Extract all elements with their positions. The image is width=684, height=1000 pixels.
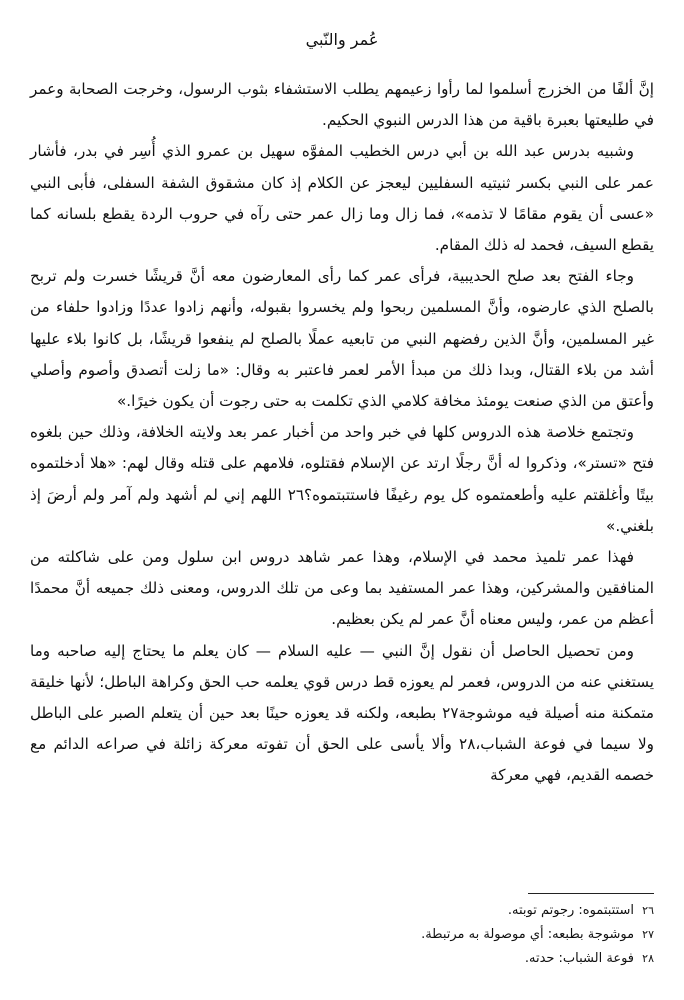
running-header: عُمر والنّبي [305,30,379,49]
footnote-number: ٢٦ [642,904,654,917]
footnote-text: استتبتموه: رجوتم توبته. [507,903,635,918]
paragraph-3: وجاء الفتح بعد صلح الحديبية، فرأى عمر كما رأى المعارضون معه أنَّ قريشًا خسرت ولم تربح بالصلح الذي عارضوه، وأنَّ المسلمين ربحوا ولم يخسروا بقبوله، وأنهم زادوا عددًا وزادوا حلفاء من غير المسلمين، وأنَّ الذين رفضهم النبي من تابعيه عملًا بالصلح لم ينفعوا قريشًا، بل كانوا بلاء عليها أشد من بلاء القتال، وبدا ذلك من مبدأ الأمر لعمر فاعتبر به وقال: «ما زلت أتصدق وأصوم وأصلي وأعتق من الذي صنعت يومئذ مخافة كلامي الذي تكلمت به حتى رجوت أن يكون خيرًا.» [30,267,654,411]
footnote-number: ٢٧ [642,928,654,941]
footnote-item [30,923,654,947]
footnote-number: ٢٨ [642,952,654,965]
footnotes [30,899,654,971]
footnote-item [30,899,654,923]
paragraph-5: فهذا عمر تلميذ محمد في الإسلام، وهذا عمر شاهد دروس ابن سلول ومن على شاكلته من المنافقين والمشركين، وهذا عمر المستفيد بما وعى من تلك الدروس، ومعنى ذلك جميعه أنَّ محمدًا أعظم من عمر، وليس معناه أنَّ عمر لم يكن بعظيم. [30,548,654,629]
paragraph-4: وتجتمع خلاصة هذه الدروس كلها في خبر واحد من أخبار عمر بعد ولايته الخلافة، وذلك حين بلغوه فتح «تستر»، وذكروا له أنَّ رجلًا ارتد عن الإسلام فقتلوه، فلامهم على قتله وقال لهم: «هلا أدخلتموه بيتًا وأغلقتم عليه وأطعمتموه كل يوم رغيفًا فاستتبتموه؟٢٦ اللهم إني لم أشهد ولم آمر ولم أرضَ إذ بلغني.» [30,423,654,535]
paragraph-1: إنَّ ألفًا من الخزرج أسلموا لما رأوا زعيمهم يطلب الاستشفاء بثوب الرسول، وخرجت الصحابة وعمر في طليعتها بعبرة باقية من هذا الدرس النبوي الحكيم. [30,80,654,130]
footnote-item [30,947,654,971]
paragraph-6: ومن تحصيل الحاصل أن نقول إنَّ النبي — عليه السلام — كان يعلم ما يحتاج إليه صاحبه وما يستغني عنه من الدروس، فعمر لم يعوزه قط درس قوي يعلمه حب الحق وكراهة الباطل؛ لأنها خليقة متمكنة منه أصيلة فيه موشوجة٢٧ بطبعه، ولكنه قد يعوزه حينًا بعد حين أن يتعلم الصبر على الباطل ولا سيما في فوعة الشباب،٢٨ وألا يأسى على الحق أن تفوته معركة زائلة في صراعه الدائم مع خصمه القديم، فهي معركة [30,641,655,785]
paragraph-2: وشبيه بدرس عبد الله بن أبي درس الخطيب المفوَّه سهيل بن عمرو الذي أُسِر في بدر، فأشار عمر على النبي بكسر ثنيتيه السفليين ليعجز عن الكلام إذ كان مشقوق الشفة السفلى، فأبى النبي «عسى أن يقوم مقامًا لا تذمه»، فما زال وما زال عمر حتى رآه في حروب الردة يقطع بلسانه كما يقطع السيف، فحمد له ذلك المقام. [30,142,654,255]
footnote-text: فوعة الشباب: حدته. [524,951,635,966]
footnote-divider [528,893,654,894]
body-text [30,74,654,792]
book-page [30,0,654,1000]
footnote-text: موشوجة بطبعه: أي موصولة به مرتبطة. [421,927,635,942]
